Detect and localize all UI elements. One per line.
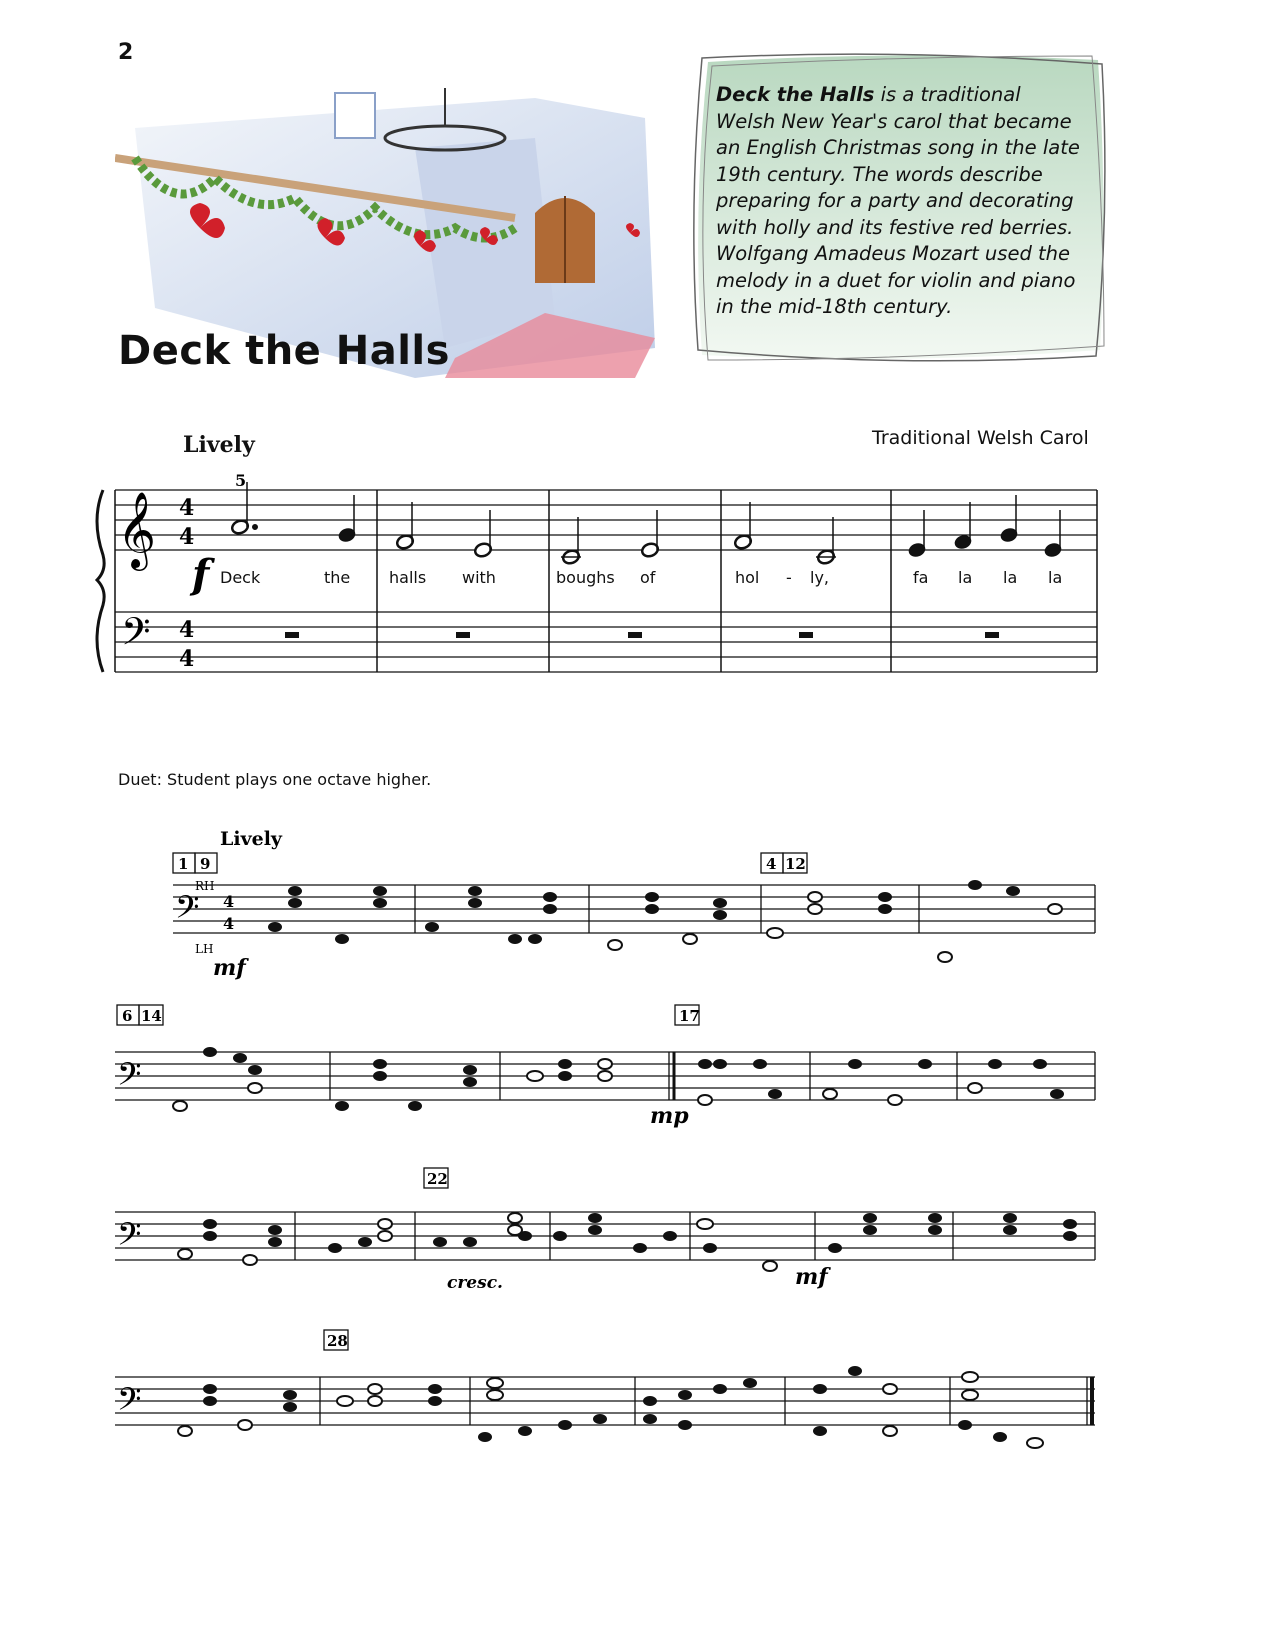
lyric: boughs xyxy=(556,568,615,587)
duet-system-4 xyxy=(95,1325,1105,1480)
lyric: halls xyxy=(389,568,427,587)
lyric: fa xyxy=(913,568,929,587)
lyric: hol xyxy=(735,568,760,587)
dynamic: mp xyxy=(650,1103,689,1129)
lyric: la xyxy=(1048,568,1063,587)
svg-text:4: 4 xyxy=(179,646,195,672)
bass-clef: 𝄢 xyxy=(121,609,151,663)
measure-number: 4 xyxy=(766,855,777,873)
info-box-text xyxy=(716,82,1086,321)
fingering-5: 5 xyxy=(235,471,247,490)
svg-text:𝄢: 𝄢 xyxy=(175,889,200,933)
melody-notes xyxy=(230,482,1062,565)
bass-rests xyxy=(285,632,999,638)
measure-number: 22 xyxy=(427,1170,448,1188)
dynamic-forte: f xyxy=(192,551,210,598)
svg-text:𝄢: 𝄢 xyxy=(117,1381,142,1425)
lyric: ly, xyxy=(810,568,829,587)
staff-brace xyxy=(97,490,104,672)
info-box-title: Deck the Halls xyxy=(716,83,875,106)
treble-staff xyxy=(115,490,1097,550)
tempo-marking: Lively xyxy=(183,432,255,458)
svg-text:𝄢: 𝄢 xyxy=(117,1056,142,1100)
dynamic: cresc. xyxy=(447,1273,503,1290)
song-title: Deck the Halls xyxy=(118,328,450,374)
measure-number: 12 xyxy=(785,855,806,873)
svg-text:4: 4 xyxy=(179,495,195,521)
lh-label: LH xyxy=(195,942,214,956)
measure-number: 28 xyxy=(327,1332,348,1350)
duet-system-2 xyxy=(95,1000,1105,1130)
duet-tempo: Lively xyxy=(220,828,282,850)
rh-label: RH xyxy=(195,879,215,893)
lyric: Deck xyxy=(220,568,261,587)
measure-number: 14 xyxy=(141,1007,162,1025)
bass-staff xyxy=(115,612,1097,672)
dynamic: mf xyxy=(795,1264,828,1290)
lyric: la xyxy=(1003,568,1018,587)
measure-number: 6 xyxy=(122,1007,133,1025)
duet-instruction: Duet: Student plays one octave higher. xyxy=(118,770,432,789)
duet-system-3 xyxy=(95,1160,1105,1290)
lyric: with xyxy=(462,568,496,587)
composer-credit: Traditional Welsh Carol xyxy=(872,427,1089,449)
svg-text:4: 4 xyxy=(179,524,195,550)
dynamic: mf xyxy=(213,955,246,981)
svg-text:4: 4 xyxy=(179,617,195,643)
svg-text:4: 4 xyxy=(223,892,235,911)
measure-number: 1 xyxy=(178,855,189,873)
lyric: la xyxy=(958,568,973,587)
measure-number: 17 xyxy=(679,1007,700,1025)
info-box-body: is a traditional Welsh New Year's carol that became an English Christmas song in the late 19th century. The words describe preparing for a party and decorating with holly and its festive red berries. Wolfgang Amadeus Mozart used the melody in a duet for violin and piano in the mid-18th century. xyxy=(716,83,1080,318)
svg-text:4: 4 xyxy=(223,914,235,933)
page-number: 2 xyxy=(118,40,134,65)
measure-number: 9 xyxy=(200,855,211,873)
svg-text:𝄢: 𝄢 xyxy=(117,1216,142,1260)
lyric: of xyxy=(640,568,656,587)
lyric: - xyxy=(786,568,792,587)
duet-system-1 xyxy=(95,825,1105,985)
lyric: the xyxy=(324,568,351,587)
treble-clef: 𝄞 xyxy=(117,491,157,568)
